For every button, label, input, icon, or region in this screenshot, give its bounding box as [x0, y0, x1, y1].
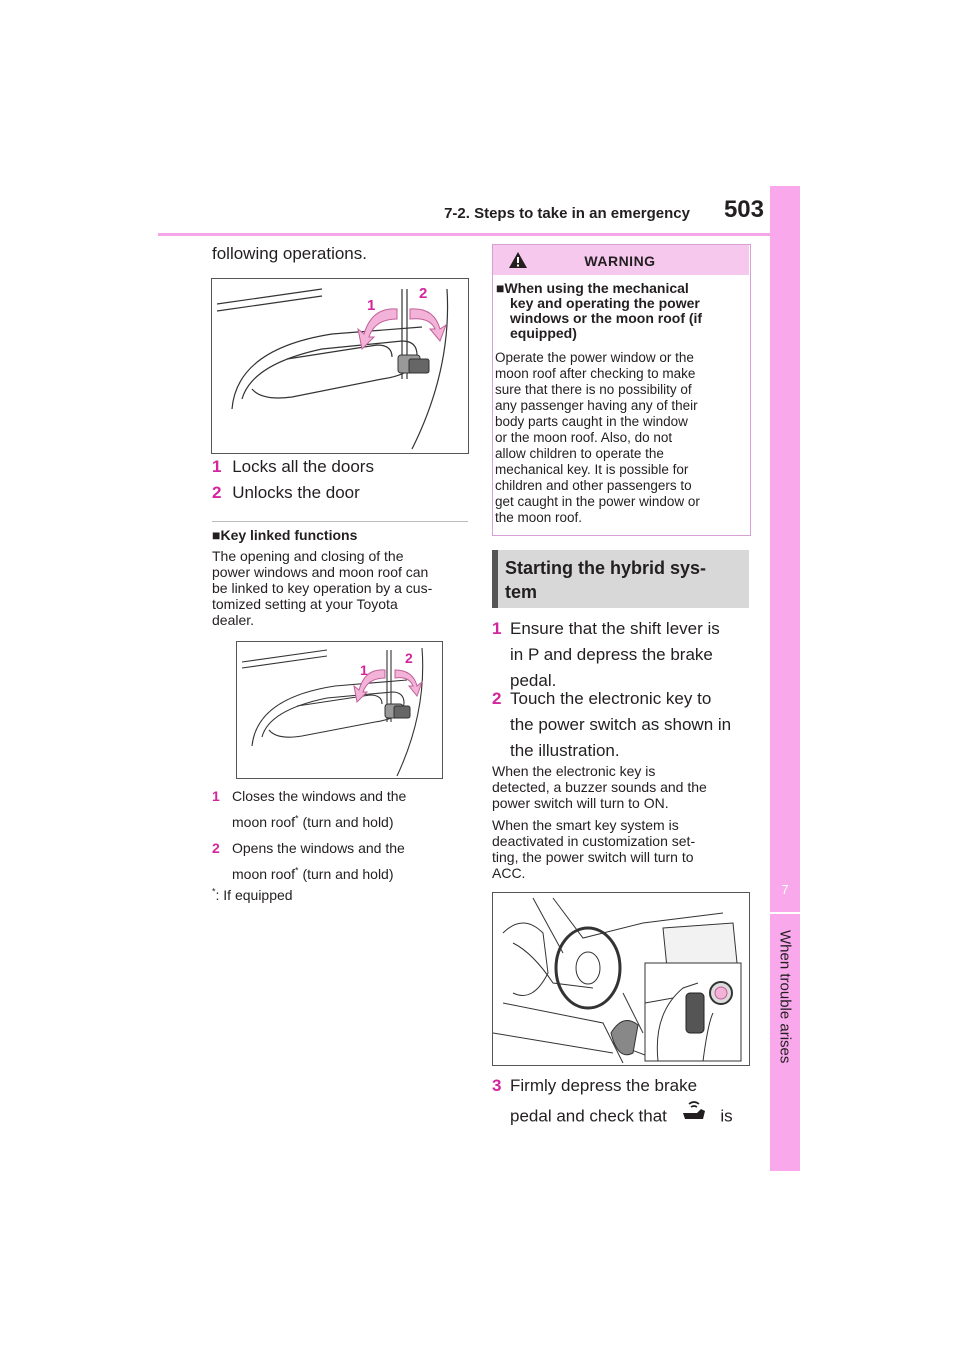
- warning-body: [495, 350, 747, 526]
- page-number: 503: [723, 196, 764, 223]
- step-text: moon roof: [232, 814, 296, 830]
- note-line: detected, a buzzer sounds and the: [492, 779, 707, 795]
- step-close-windows: [212, 783, 406, 835]
- callout-2: 2: [419, 285, 428, 302]
- step-text: Locks all the doors: [232, 457, 374, 476]
- step-text: pedal and check that: [510, 1106, 667, 1126]
- step-number: 1: [212, 457, 222, 476]
- step-text: the power switch as shown in: [510, 715, 732, 734]
- step-text: the illustration.: [510, 741, 620, 760]
- step-text: Ensure that the shift lever is: [510, 619, 720, 638]
- footnote-marker: *: [295, 813, 299, 824]
- step-text: Touch the electronic key to: [510, 689, 712, 708]
- note-line: power switch will turn to ON.: [492, 795, 669, 811]
- step-brake-check: [492, 1071, 754, 1133]
- step-text: pedal.: [510, 671, 557, 690]
- heading-line: equipped): [510, 325, 577, 341]
- step-number: 2: [212, 840, 220, 856]
- key-linked-heading: ■Key linked functions: [212, 527, 358, 543]
- section-title: [505, 556, 745, 604]
- warning-heading: [496, 281, 746, 341]
- callout-2: 2: [405, 650, 413, 666]
- step-text: Closes the windows and the: [232, 788, 407, 804]
- step-text: (turn and hold): [298, 814, 394, 830]
- note-line: When the electronic key is: [492, 763, 656, 779]
- footnote-marker: *: [212, 886, 216, 897]
- dashboard-drawing: [493, 893, 749, 1065]
- body-line: The opening and closing of the: [212, 548, 404, 564]
- step-shift-lever: [492, 616, 754, 694]
- body-line: allow children to operate the: [495, 446, 664, 461]
- title-line: tem: [505, 582, 538, 602]
- step-open-windows: [212, 835, 405, 887]
- heading-line: ■When using the mechanical: [496, 280, 689, 296]
- body-line: body parts caught in the window: [495, 414, 688, 429]
- heading-line: windows or the moon roof (if: [510, 310, 703, 326]
- smart-key-indicator-icon: [672, 1101, 716, 1133]
- body-line: dealer.: [212, 612, 255, 628]
- body-line: any passenger having any of their: [495, 398, 698, 413]
- step-number: 2: [492, 689, 502, 708]
- note-line: When the smart key system is: [492, 817, 679, 833]
- callout-1: 1: [360, 662, 368, 678]
- body-line: sure that there is no possibility of: [495, 382, 692, 397]
- step-unlock: [212, 480, 360, 506]
- warning-title: WARNING: [584, 253, 656, 269]
- note-key-detected: [492, 763, 754, 811]
- step-text: (turn and hold): [298, 866, 394, 882]
- body-line: children and other passengers to: [495, 478, 692, 493]
- driver-power-switch-illustration: [492, 892, 750, 1066]
- note-line: ACC.: [492, 865, 526, 881]
- body-line: moon roof after checking to make: [495, 366, 696, 381]
- door-handle-drawing: [212, 279, 468, 453]
- step-text: Opens the windows and the: [232, 840, 405, 856]
- door-handle-illustration-2: [236, 641, 443, 779]
- door-handle-illustration-1: [211, 278, 469, 454]
- intro-text: following operations.: [212, 244, 367, 263]
- title-line: Starting the hybrid sys-: [505, 558, 707, 578]
- subsection-divider: [212, 521, 468, 522]
- note-line: ting, the power switch will turn to: [492, 849, 694, 865]
- key-linked-body: [212, 548, 467, 628]
- body-line: or the moon roof. Also, do not: [495, 430, 673, 445]
- section-header: 7-2. Steps to take in an emergency: [444, 205, 690, 222]
- note-smart-key-deactivated: [492, 817, 754, 881]
- step-touch-key: [492, 686, 754, 764]
- chapter-tab-divider: [770, 912, 800, 914]
- section-heading-bar: [492, 550, 498, 608]
- callout-1: 1: [367, 297, 376, 314]
- footnote-marker: *: [295, 865, 299, 876]
- step-number: 2: [212, 483, 222, 502]
- chapter-title: When trouble arises: [776, 930, 794, 1064]
- body-line: power windows and moon roof can: [212, 564, 429, 580]
- step-text: Unlocks the door: [232, 483, 360, 502]
- step-text: in P and depress the brake: [510, 645, 713, 664]
- chapter-number: 7: [781, 882, 789, 897]
- step-text: Firmly depress the brake: [510, 1076, 698, 1095]
- step-number: 1: [492, 619, 502, 638]
- body-line: the moon roof.: [495, 510, 583, 525]
- body-line: Operate the power window or the: [495, 350, 694, 365]
- header-rule: [158, 233, 770, 236]
- body-line: be linked to key operation by a cus-: [212, 580, 433, 596]
- footnote: [212, 887, 293, 903]
- step-number: 1: [212, 788, 220, 804]
- step-number: 3: [492, 1076, 502, 1095]
- step-lock: [212, 454, 374, 480]
- body-line: mechanical key. It is possible for: [495, 462, 689, 477]
- note-line: deactivated in customization set-: [492, 833, 696, 849]
- body-line: get caught in the power window or: [495, 494, 700, 509]
- footnote-text: : If equipped: [215, 887, 293, 903]
- heading-line: key and operating the power: [510, 295, 700, 311]
- step-text: moon roof: [232, 866, 296, 882]
- step-text: is: [720, 1106, 733, 1126]
- body-line: tomized setting at your Toyota: [212, 596, 398, 612]
